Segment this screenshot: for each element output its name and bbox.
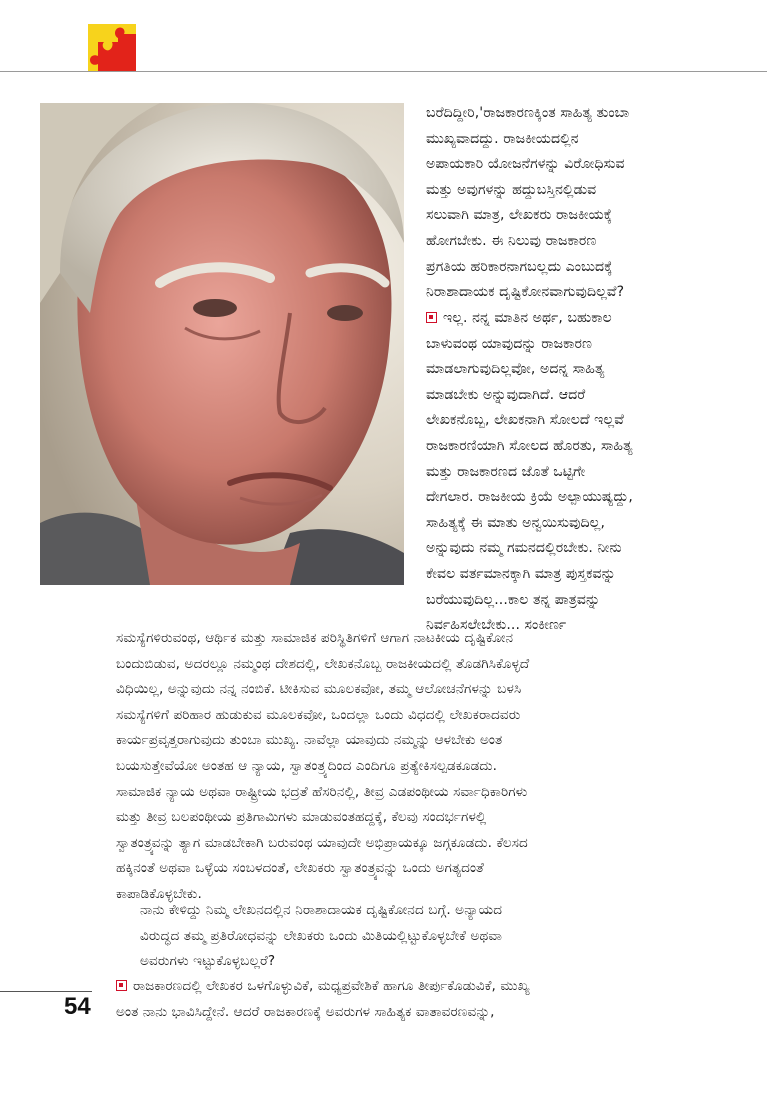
text-line: ಬರೆಯುವುದಿಲ್ಲ...ಕಾಲ ತನ್ನ ಪಾತ್ರವನ್ನು	[426, 591, 601, 608]
text-line: ವಿರುದ್ಧದ ತಮ್ಮ ಪ್ರತಿರೋಧವನ್ನು ಲೇಖಕರು ಒಂದು ಮಿತಿಯಲ್ಲಿಟ್ಟುಕೊಳ್ಳಬೇಕೆ ಅಥವಾ	[140, 927, 503, 944]
text-line: ಸ್ವಾತಂತ್ರ್ಯವನ್ನು ತ್ಯಾಗ ಮಾಡಬೇಕಾಗಿ ಬರುವಂಥ ಯಾವುದೇ ಅಭಿಪ್ರಾಯಕ್ಕೂ ಜಗ್ಗಕೂಡದು. ಕೆಲಸದ	[116, 834, 528, 851]
right-column-paragraph	[426, 101, 629, 306]
text-line: ಬರೆದಿದ್ದೀರಿ,'ರಾಜಕಾರಣಕ್ಕಿಂತ ಸಾಹಿತ್ಯ ತುಂಬಾ	[426, 105, 630, 121]
text-line: ಲೇಖಕನೊಬ್ಬ, ಲೇಖಕನಾಗಿ ಸೋಲದೆ ಇಲ್ಲವೆ	[426, 412, 624, 429]
text-line: ದೇಗಲಾರ. ರಾಜಕೀಯ ಕ್ರಿಯೆ ಅಲ್ಪಾಯುಷ್ಯದ್ದು,	[426, 489, 633, 506]
text-line-content: ಇಲ್ಲ. ನನ್ನ ಮಾತಿನ ಅರ್ಥ, ಬಹುಕಾಲ	[443, 310, 612, 326]
text-line: ಪ್ರಗತಿಯ ಹರಿಕಾರನಾಗಬಲ್ಲದು ಎಂಬುದಕ್ಕೆ	[426, 258, 613, 275]
text-line: ಬಾಳುವಂಥ ಯಾವುದನ್ನು ರಾಜಕಾರಣ	[426, 335, 593, 352]
header-rule	[0, 71, 767, 72]
text-line: ಮತ್ತು ರಾಜಕಾರಣದ ಜೊತೆ ಒಟ್ಟಿಗೇ	[426, 463, 586, 480]
text-line: ಕಾಪಾಡಿಕೊಳ್ಳಬೇಕು.	[116, 885, 202, 902]
text-line: ರಾಜಕಾರಣಿಯಾಗಿ ಸೋಲದ ಹೊರತು, ಸಾಹಿತ್ಯ	[426, 437, 633, 454]
text-line: ನಿರಾಶಾದಾಯಕ ದೃಷ್ಟಿಕೋನವಾಗುವುದಿಲ್ಲವೆ?	[426, 284, 625, 301]
text-line: ಬಯಸುತ್ತೇವೆಯೋ ಅಂತಹ ಆ ನ್ಯಾಯ, ಸ್ವಾತಂತ್ರ್ಯದಿಂದ ಎಂದಿಗೂ ಪ್ರತ್ಯೇಕಿಸಲ್ಪಡಕೂಡದು.	[116, 757, 498, 774]
text-line: ಕೇವಲ ವರ್ತಮಾನಕ್ಕಾಗಿ ಮಾತ್ರ ಪುಸ್ತಕವನ್ನು	[426, 565, 616, 582]
text-line: ಸಾಹಿತ್ಯಕ್ಕೆ ಈ ಮಾತು ಅನ್ವಯಿಸುವುದಿಲ್ಲ,	[426, 514, 606, 531]
text-line: ಮಾಡಲಾಗುವುದಿಲ್ಲವೋ, ಅದನ್ನ ಸಾಹಿತ್ಯ	[426, 361, 605, 378]
answer-paragraph-1	[426, 306, 633, 639]
text-line: ಅಪಾಯಕಾರಿ ಯೋಜನೆಗಳನ್ನು ವಿರೋಧಿಸುವ	[426, 156, 625, 173]
text-line	[116, 974, 530, 1000]
portrait-photo	[40, 103, 404, 585]
text-line: ಹೋಗಬೇಕು. ಈ ನಿಲುವು ರಾಜಕಾರಣ	[426, 232, 597, 249]
text-line-content: ರಾಜಕಾರಣದಲ್ಲಿ ಲೇಖಕರ ಒಳಗೊಳ್ಳುವಿಕೆ, ಮಧ್ಯಪ್ರವೇಶಿಕೆ ಹಾಗೂ ತೀರ್ಪುಕೊಡುವಿಕೆ, ಮುಖ್ಯ	[133, 978, 530, 994]
text-line: ಮತ್ತು ಅವುಗಳನ್ನು ಹದ್ದುಬಸ್ತಿನಲ್ಲಿಡುವ	[426, 181, 597, 198]
answer-paragraph-2	[116, 974, 530, 1025]
text-line: ಕಾರ್ಯಪ್ರವೃತ್ತರಾಗುವುದು ತುಂಬಾ ಮುಖ್ಯ. ನಾವೆಲ್ಲಾ ಯಾವುದು ನಮ್ಮನ್ನು ಆಳಬೇಕು ಅಂತ	[116, 732, 503, 749]
text-line: ಬಂದುಬಿಡುವ, ಅದರಲ್ಲೂ ನಮ್ಮಂಥ ದೇಶದಲ್ಲಿ, ಲೇಖಕನೊಬ್ಬ ರಾಜಕೀಯದಲ್ಲಿ ತೊಡಗಿಸಿಕೊಳ್ಳದೆ	[116, 655, 530, 672]
question-paragraph	[140, 898, 502, 975]
text-line: ನಿರ್ವಹಿಸಲೇಬೇಕು... ಸಂಕೀರ್ಣ	[426, 617, 567, 634]
text-line: ಸಲುವಾಗಿ ಮಾತ್ರ, ಲೇಖಕರು ರಾಜಕೀಯಕ್ಕೆ	[426, 207, 613, 224]
text-line: ಸಮಸ್ಯೆಗಳಿಗೆ ಪರಿಹಾರ ಹುಡುಕುವ ಮೂಲಕವೋ, ಒಂದಲ್ಲಾ ಒಂದು ವಿಧದಲ್ಲಿ ಲೇಖಕರಾದವರು	[116, 706, 521, 723]
footer-rule	[0, 991, 92, 992]
answer-marker-icon	[426, 312, 437, 323]
page-number: 54	[64, 993, 91, 1020]
text-line: ಮುಖ್ಯವಾದದ್ದು. ರಾಜಕೀಯದಲ್ಲಿನ	[426, 130, 579, 147]
text-line: ಸಾಮಾಜಿಕ ನ್ಯಾಯ ಅಥವಾ ರಾಷ್ಟ್ರೀಯ ಭದ್ರತೆ ಹೆಸರಿನಲ್ಲಿ, ತೀವ್ರ ಎಡಪಂಥೀಯ ಸರ್ವಾಧಿಕಾರಿಗಳು	[116, 783, 528, 800]
text-line: ಅಂತ ನಾನು ಭಾವಿಸಿದ್ದೇನೆ. ಆದರೆ ರಾಜಕಾರಣಕ್ಕೆ ಅವರುಗಳ ಸಾಹಿತ್ಯಕ ವಾತಾವರಣವನ್ನು,	[116, 1003, 495, 1020]
text-line: ನಾನು ಕೇಳಿದ್ದು ನಿಮ್ಮ ಲೇಖನದಲ್ಲಿನ ನಿರಾಶಾದಾಯಕ ದೃಷ್ಟಿಕೋನದ ಬಗ್ಗೆ. ಅನ್ಯಾಯದ	[140, 902, 503, 918]
text-line: ಅನ್ನುವುದು ನಮ್ಮ ಗಮನದಲ್ಲಿರಬೇಕು. ನೀನು	[426, 540, 622, 557]
text-line: ಅವರುಗಳು ಇಟ್ಟುಕೊಳ್ಳಬಲ್ಲರೆ?	[140, 953, 276, 970]
text-line: ಮತ್ತು ತೀವ್ರ ಬಲಪಂಥೀಯ ಪ್ರತಿಗಾಮಿಗಳು ಮಾಡುವಂತಹದ್ದಕ್ಕೆ, ಕೆಲವು ಸಂದರ್ಭಗಳಲ್ಲಿ	[116, 809, 487, 826]
text-line: ಮಾಡಬೇಕು ಅನ್ನುವುದಾಗಿದೆ. ಆದರೆ	[426, 386, 586, 403]
text-line: ಹಕ್ಕಿನಂತೆ ಅಥವಾ ಒಳ್ಳೆಯ ಸಂಬಳದಂತೆ, ಲೇಖಕರು ಸ್ವಾತಂತ್ರ್ಯವನ್ನು ಒಂದು ಅಗತ್ಯದಂತೆ	[116, 860, 484, 877]
full-width-paragraph	[116, 626, 529, 908]
text-line	[426, 306, 633, 332]
puzzle-logo-icon	[88, 24, 136, 72]
answer-marker-icon	[116, 980, 127, 991]
text-line: ವಿಧಿಯಿಲ್ಲ, ಅನ್ನುವುದು ನನ್ನ ನಂಬಿಕೆ. ಟೀಕಿಸುವ ಮೂಲಕವೋ, ತಮ್ಮ ಆಲೋಚನೆಗಳನ್ನು ಬಳಸಿ	[116, 681, 522, 698]
text-line: ಸಮಸ್ಯೆಗಳಿರುವಂಥ, ಆರ್ಥಿಕ ಮತ್ತು ಸಾಮಾಜಿಕ ಪರಿಸ್ಥಿತಿಗಳಿಗೆ ಆಗಾಗ ನಾಟಕೀಯ ದೃಷ್ಟಿಕೋನ	[116, 630, 514, 646]
